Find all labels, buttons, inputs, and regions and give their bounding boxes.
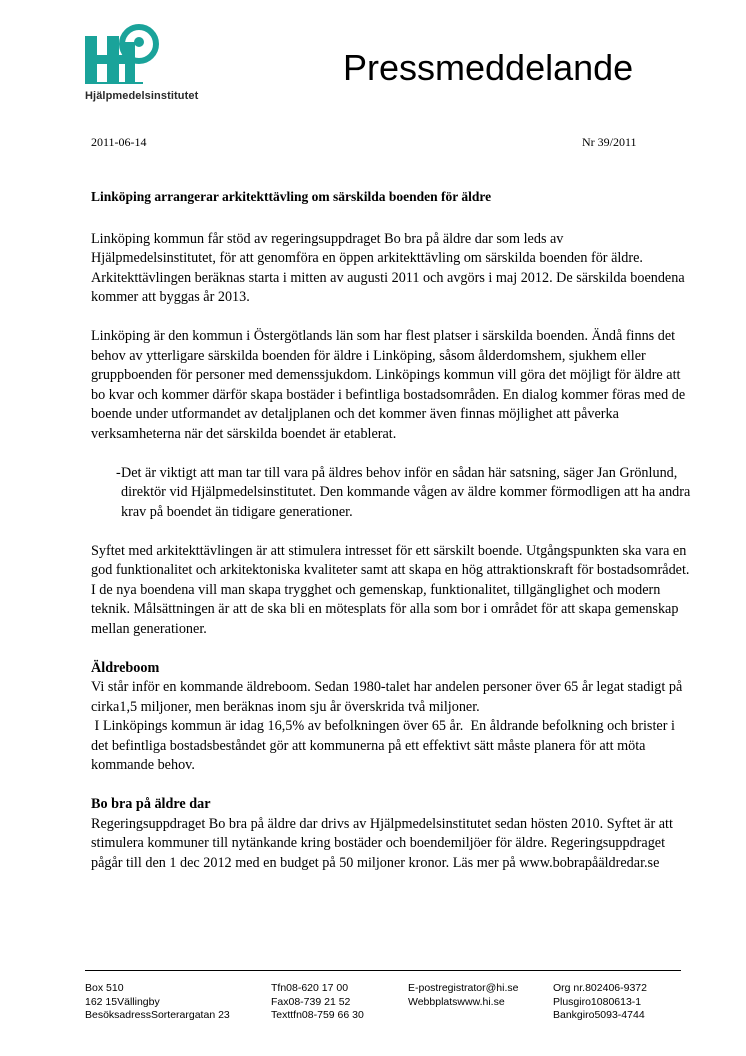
quote-text: Det är viktigt att man tar till vara på äldres behov inför en sådan här satsning, säger Jan Grönlund, direktör vid Hjälpmedelsinstitutet. Den kommande vågen av äldre kommer förmodligen att ha andra krav på boendet än tidigare generationer.: [121, 464, 691, 520]
logo-text: Hjälpmedelsinstitutet: [85, 90, 199, 102]
section-aldreboom: [91, 659, 691, 776]
footer-line: Box 510: [85, 982, 124, 994]
hi-logo-icon: [85, 22, 165, 90]
document-type-title: Pressmeddelande: [343, 47, 634, 88]
section-title: Äldreboom: [91, 659, 160, 676]
footer-line: Texttfn08-759 66 30: [271, 1009, 364, 1021]
footer-bank: [553, 982, 647, 1023]
hi-logo: [85, 22, 215, 110]
article-headline: Linköping arrangerar arkitekttävling om särskilda boenden för äldre: [91, 189, 492, 204]
paragraph-background: Linköping är den kommun i Östergötlands län som har flest platser i särskilda boenden. Ändå finns det behov av ytterligare särskilda boenden för äldre i Linköping, såsom ålderdomshem, sjukhem eller gruppboenden för personer med demenssjukdom. Linköpings kommun vill göra det möjligt för äldre att bo kvar och kommer därför skapa bostäder i befintliga bostadsområden. En dialog kommer föras med de boende under utformandet av detaljplanen och det kommer även finnas möjlighet att påverka verksamheterna när det särskilda boendet är etablerat.: [91, 328, 686, 442]
release-date: 2011-06-14: [91, 135, 147, 149]
paragraph-intro: Linköping kommun får stöd av regeringsuppdraget Bo bra på äldre dar som leds av Hjälpmedelsinstitutet, för att genomföra en öppen arkitekttävling om särskilda boenden för äldre. Arkitekttävlingen beräknas starta i mitten av augusti 2011 och avgörs i maj 2012. De särskilda boendena kommer att byggas år 2013.: [91, 230, 685, 305]
footer-line: Fax08-739 21 52: [271, 995, 351, 1008]
footer-line: 162 15Vällingby: [85, 995, 160, 1008]
footer-contact: [408, 982, 518, 1009]
paragraph-purpose: Syftet med arkitekttävlingen är att stimulera intresset för ett särskilt boende. Utgångspunkten ska vara en god funktionalitet och arkitektoniska kvaliteter samt att skapa en hög attraktionskraft för bostadsområdet. I de nya boendena vill man skapa trygghet och gemenskap, funktionalitet, tillgänglighet och modern teknik. Målsättningen är att de ska bli en mötesplats för alla som bor i området för att skapa gemenskap mellan generationer.: [91, 542, 690, 637]
footer-line: BesöksadressSorterargatan 23: [85, 1009, 230, 1021]
section-title: Bo bra på äldre dar: [91, 796, 211, 812]
section-bo-bra: [91, 795, 691, 873]
footer-website: Webbplatswww.hi.se: [408, 995, 505, 1008]
footer-email: E-postregistrator@hi.se: [408, 982, 519, 994]
bullet-dash: -: [116, 464, 121, 481]
section-text: Regeringsuppdraget Bo bra på äldre dar drivs av Hjälpmedelsinstitutet sedan hösten 2010. Syftet är att stimulera kommuner till nytänkande kring bostäder och boendemiljöer för äldre. Regeringsuppdraget pågår till den 1 dec 2012 med en budget på 50 miljoner kronor. Läs mer på www.bobrapåäldredar.se: [91, 815, 673, 871]
quote-bullet: [91, 464, 691, 523]
release-number: Nr 39/2011: [582, 135, 637, 149]
footer-line: Org nr.802406-9372: [553, 982, 647, 994]
footer-divider: [85, 970, 681, 971]
footer-line: Plusgiro1080613-1: [553, 995, 642, 1008]
footer-address: [85, 982, 230, 1023]
footer-line: Tfn08-620 17 00: [271, 982, 349, 994]
section-text: Vi står inför en kommande äldreboom. Sedan 1980-talet har andelen personer över 65 år legat stadigt på cirka1,5 miljoner, men beräknas inom sju år överskrida två miljoner.: [91, 679, 683, 715]
section-text: I Linköpings kommun är idag 16,5% av befolkningen över 65 år. En åldrande befolkning och brister i det befintliga bostadsbeståndet gör att kommunerna på ett effektivt sätt måste planera för att möta kommande behov.: [91, 718, 679, 773]
footer-line: Bankgiro5093-4744: [553, 1009, 645, 1021]
footer-phone: [271, 982, 364, 1023]
article-body: [91, 187, 691, 873]
